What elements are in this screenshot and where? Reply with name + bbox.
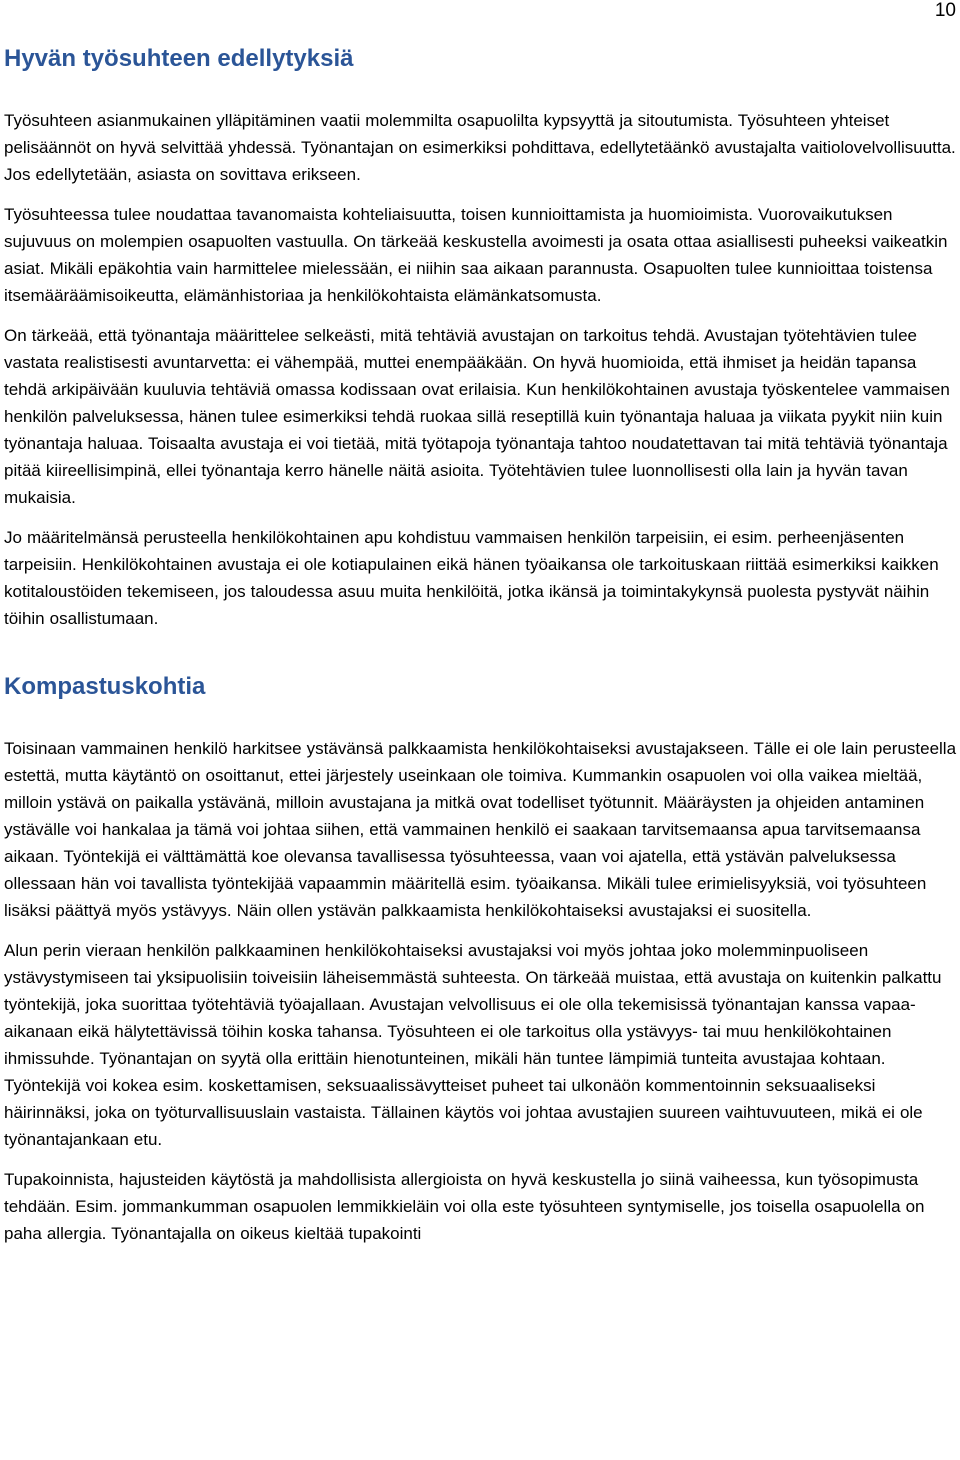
section-heading-pitfalls: Kompastuskohtia bbox=[4, 673, 206, 700]
document-body bbox=[4, 42, 958, 1260]
paragraph: Työsuhteessa tulee noudattaa tavanomaista kohteliaisuutta, toisen kunnioittamista ja huomioimista. Vuorovaikutuksen sujuvuus on molempien osapuolten vastuulla. On tärkeää keskustella avoimesti ja osata ottaa asiallisesti puheeksi vaikeatkin asiat. Mikäli epäkohtia vain harmittelee mielessään, ei niihin saa aikaan parannusta. Osapuolten tulee kunnioittaa toistensa itsemääräämisoikeutta, elämänhistoriaa ja henkilökohtaista elämänkatsomusta. bbox=[4, 205, 948, 305]
paragraph: Alun perin vieraan henkilön palkkaaminen henkilökohtaiseksi avustajaksi voi myös johtaa joko molemminpuoliseen ystävystymiseen tai yksipuolisiin toiveisiin läheisemmästä suhteesta. On tärkeää muistaa, että avustaja on kuitenkin palkattu työntekijä, joka suorittaa työtehtäviä työajallaan. Avustajan velvollisuus ei ole olla tekemisissä työnantajan kanssa vapaa-aikanaan eikä hälytettävissä töihin koska tahansa. Työsuhteen ei ole tarkoitus olla ystävyys- tai muu henkilökohtainen ihmissuhde. Työnantajan on syytä olla erittäin hienotunteinen, mikäli hän tuntee lämpimiä tunteita avustajaa kohtaan. Työntekijä voi kokea esim. koskettamisen, seksuaalissävytteiset puheet tai ulkonäön kommentoinnin seksuaaliseksi häirinnäksi, joka on työturvallisuuslain vastaista. Tällainen käytös voi johtaa avustajien suureen vaihtuvuuteen, mikä ei ole työnantajankaan etu. bbox=[4, 941, 942, 1149]
section-heading-good-employment: Hyvän työsuhteen edellytyksiä bbox=[4, 45, 354, 72]
paragraph: Tupakoinnista, hajusteiden käytöstä ja mahdollisista allergioista on hyvä keskustella jo siinä vaiheessa, kun työsopimusta tehdään. Esim. jommankumman osapuolen lemmikkieläin voi olla este työsuhteen syntymiselle, jos toisella osapuolella on paha allergia. Työnantajalla on oikeus kieltää tupakointi bbox=[4, 1170, 925, 1243]
paragraph: Jo määritelmänsä perusteella henkilökohtainen apu kohdistuu vammaisen henkilön tarpeisiin, ei esim. perheenjäsenten tarpeisiin. Henkilökohtainen avustaja ei ole kotiapulainen eikä hänen työaikansa ole tarkoituskaan riittää esimerkiksi kaikken kotitaloustöiden tekemiseen, jos taloudessa asuu muita henkilöitä, jotka ikänsä ja toimintakykynsä puolesta pystyvät näihin töihin osallistumaan. bbox=[4, 528, 939, 628]
paragraph: Työsuhteen asianmukainen ylläpitäminen vaatii molemmilta osapuolilta kypsyyttä ja sitoutumista. Työsuhteen yhteiset pelisäännöt on hyvä selvittää yhdessä. Työnantajan on esimerkiksi pohdittava, edellytetäänkö avustajalta vaitiolovelvollisuutta. Jos edellytetään, asiasta on sovittava erikseen. bbox=[4, 111, 956, 184]
paragraph: Toisinaan vammainen henkilö harkitsee ystävänsä palkkaamista henkilökohtaiseksi avustajakseen. Tälle ei ole lain perusteella estettä, mutta käytäntö on osoittanut, ettei järjestely useinkaan ole toimiva. Kummankin osapuolen voi olla vaikea mieltää, milloin ystävä on paikalla ystävänä, milloin avustajana ja mitkä ovat todelliset työtunnit. Määräysten ja ohjeiden antaminen ystävälle voi hankalaa ja tämä voi johtaa siihen, että vammainen henkilö ei saakaan tarvitsemaansa apua tarvitsemaansa aikaan. Työntekijä ei välttämättä koe olevansa tavallisessa työsuhteessa, vaan voi ajatella, että ystävän palveluksessa ollessaan hän voi tavallista työntekijää vapaammin määritellä esim. työaikansa. Mikäli tulee erimielisyyksiä, voi työsuhteen lisäksi päättyä myös ystävyys. Näin ollen ystävän palkkaamista henkilökohtaiseksi avustajaksi ei suositella. bbox=[4, 739, 957, 920]
paragraph: On tärkeää, että työnantaja määrittelee selkeästi, mitä tehtäviä avustajan on tarkoitus tehdä. Avustajan työtehtävien tulee vastata realistisesti avuntarvetta: ei vähempää, muttei enempääkään. On hyvä huomioida, että ihmiset ja heidän tapansa tehdä arkipäivään kuuluvia tehtäviä omassa kodissaan ovat erilaisia. Kun henkilökohtainen avustaja työskentelee vammaisen henkilön palveluksessa, hänen tulee esimerkiksi tehdä ruokaa sillä reseptillä kuin työnantaja haluaa ja viikata pyykit niin kuin työnantaja haluaa. Toisaalta avustaja ei voi tietää, mitä työtapoja työnantaja tahtoo noudatettavan tai mitä tehtäviä työnantaja pitää kiireellisimpinä, ellei työnantaja kerro hänelle näitä asioita. Työtehtävien tulee luonnollisesti olla lain ja hyvän tavan mukaisia. bbox=[4, 326, 950, 507]
page-number: 10 bbox=[934, 0, 956, 21]
